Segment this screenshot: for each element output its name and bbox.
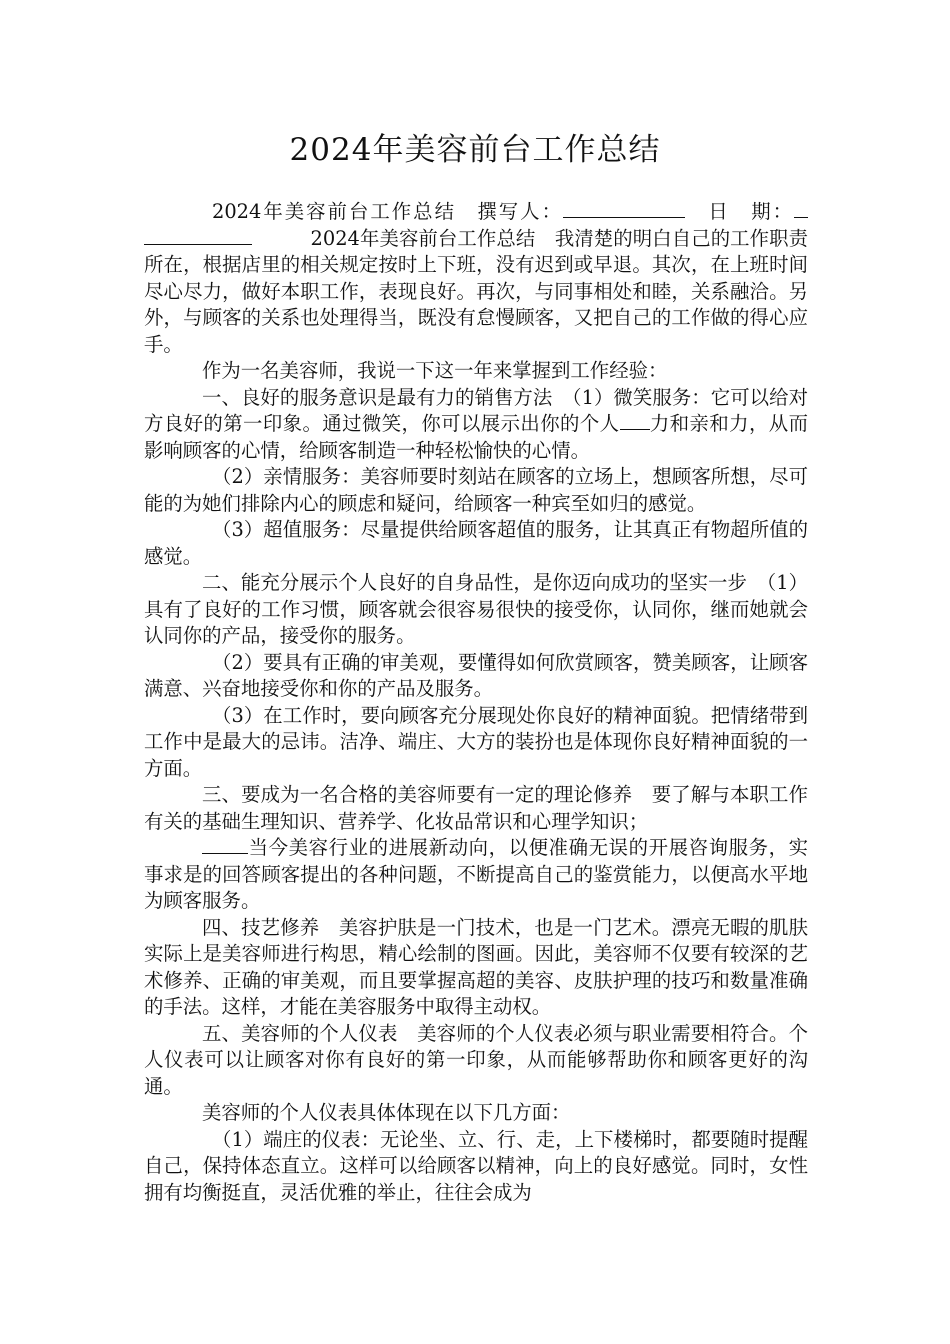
section-one-item-3: （3）超值服务：尽量提供给顾客超值的服务，让其真正有物超所值的感觉。 bbox=[144, 518, 808, 568]
section-four-paragraph: 四、技艺修养 美容护肤是一门技术，也是一门艺术。漂亮无暇的肌肤实际上是美容师进行构思，精心绘制的图画。因此，美容师不仅要有较深的艺术修养、正确的审美观，而且要掌握高超的美容、皮肤护理的技巧和数量准确的手法。这样，才能在美容服务中取得主动权。 bbox=[144, 915, 808, 1018]
section-one-text-a: 一、良好的服务意识是最有力的销售方法 （1）微笑服务：它可以给对方良好的第一印象。通过微笑，你可以展示出你的个人 bbox=[144, 385, 808, 435]
section-one-item-2: （2）亲情服务：美容师要时刻站在顾客的立场上，想顾客所想，尽可能的为她们排除内心的顾虑和疑问，给顾客一种宾至如归的感觉。 bbox=[144, 465, 808, 515]
section-five-paragraph: 五、美容师的个人仪表 美容师的个人仪表必须与职业需要相符合。个人仪表可以让顾客对你有良好的第一印象，从而能够帮助你和顾客更好的沟通。 bbox=[144, 1021, 808, 1098]
section-three-item-2 bbox=[144, 835, 808, 915]
experience-paragraph: 作为一名美容师，我说一下这一年来掌握到工作经验： bbox=[202, 359, 668, 382]
document-title: 2024年美容前台工作总结 bbox=[289, 132, 661, 168]
header-doc-name: 2024年美容前台工作总结 bbox=[212, 200, 456, 223]
section-three-paragraph: 三、要成为一名合格的美容师要有一定的理论修养 要了解与本职工作有关的基础生理知识、营养学、化妆品常识和心理学知识； bbox=[144, 783, 808, 833]
date-blank-start bbox=[794, 199, 808, 218]
author-label: 撰写人： bbox=[477, 200, 563, 223]
section-two-item-2: （2）要具有正确的审美观，要懂得如何欣赏顾客，赞美顾客，让顾客满意、兴奋地接受你和你的产品及服务。 bbox=[144, 650, 808, 700]
section-one-text-b: 力和亲和力，从而影响顾客的心情，给顾客制造一种轻松愉快的心情。 bbox=[144, 412, 808, 462]
date-label: 日 期： bbox=[708, 200, 795, 223]
date-blank-end bbox=[144, 226, 252, 245]
header-paragraph bbox=[144, 199, 808, 358]
section-one-blank bbox=[620, 411, 650, 430]
section-two-item-3: （3）在工作时，要向顾客充分展现处你良好的精神面貌。把情绪带到工作中是最大的忌讳。洁净、端庄、大方的装扮也是体现你良好精神面貌的一方面。 bbox=[144, 703, 808, 780]
intro-text: 我清楚的明白自己的工作职责所在，根据店里的相关规定按时上下班，没有迟到或早退。其次，在上班时间尽心尽力，做好本职工作，表现良好。再次，与同事相处和睦，关系融洽。另外，与顾客的关系也处理得当，既没有怠慢顾客，又把自己的工作做的得心应手。 bbox=[144, 226, 809, 356]
section-five-item-1: （1）端庄的仪表：无论坐、立、行、走，上下楼梯时，都要随时提醒自己，保持体态直立。这样可以给顾客以精神，向上的良好感觉。同时，女性拥有均衡挺直，灵活优雅的举止，往往会成为 bbox=[144, 1127, 808, 1204]
intro-title: 2024年美容前台工作总结 bbox=[310, 226, 536, 250]
section-two-paragraph: 二、能充分展示个人良好的自身品性，是你迈向成功的坚实一步 （1）具有了良好的工作习惯，顾客就会很容易很快的接受你，认同你，继而她就会认同你的产品，接受你的服务。 bbox=[144, 571, 808, 647]
section-three-item-2-text: 当今美容行业的进展新动向，以便准确无误的开展咨询服务，实事求是的回答顾客提出的各种问题，不断提高自己的鉴赏能力，以便高水平地为顾客服务。 bbox=[144, 836, 808, 912]
section-three-blank bbox=[202, 835, 248, 854]
author-blank bbox=[563, 199, 685, 218]
section-five-intro: 美容师的个人仪表具体体现在以下几方面： bbox=[202, 1101, 571, 1124]
section-one-paragraph bbox=[144, 385, 808, 465]
document-body bbox=[144, 199, 808, 1206]
